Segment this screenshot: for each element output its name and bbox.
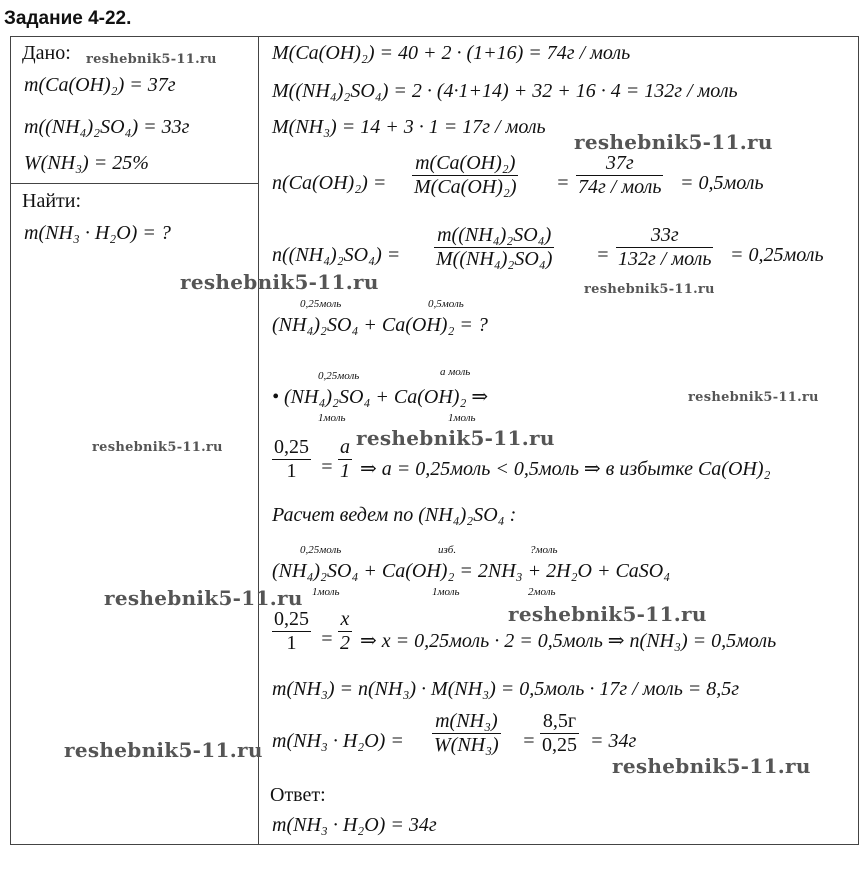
task-title: Задание 4-22. — [4, 8, 132, 29]
molar-mass-nh3: M(NH₃) = 14 + 3 · 1 = 17г / моль — [272, 116, 546, 138]
equals-sign: = — [320, 456, 334, 478]
given-mass-ammonium-sulfate: m((NH₄)₂SO₄) = 33г — [24, 116, 190, 138]
mass-hydrate-fraction — [432, 710, 501, 757]
proportion2-right — [338, 608, 352, 655]
equals-sign: = — [596, 244, 610, 266]
reaction3-amount-a: 0,25моль — [300, 544, 342, 556]
reaction1: (NH₄)₂SO₄ + Ca(OH)₂ = ? — [272, 314, 488, 336]
fraction-numerator: 0,25 — [274, 436, 309, 458]
reaction2-amount-a: 0,25моль — [318, 370, 360, 382]
reaction1-amount-b: 0,5моль — [428, 298, 464, 310]
mass-nh3-calc: m(NH₃) = n(NH₃) · M(NH₃) = 0,5моль · 17г / моль = 8,5г — [272, 678, 740, 700]
reaction3-unknown: ?моль — [530, 544, 558, 556]
fraction-denominator: 0,25 — [542, 734, 577, 756]
mass-hydrate-result: = 34г — [590, 730, 637, 752]
watermark: reshebnik5-11.ru — [508, 602, 707, 626]
amount-ammonium-sulfate-lhs: n((NH₄)₂SO₄) = — [272, 244, 401, 266]
fraction-numerator: a — [340, 436, 350, 458]
equals-sign: = — [320, 628, 334, 650]
proportion2-conclusion: ⇒ x = 0,25моль · 2 = 0,5моль ⇒ n(NH₃) = 0,5моль — [360, 630, 777, 652]
watermark: reshebnik5-11.ru — [64, 738, 263, 762]
calculation-basis: Расчет ведем по (NH₄)₂SO₄ : — [272, 504, 517, 526]
fraction-numerator: x — [338, 608, 352, 632]
amount-caoh2-result: = 0,5моль — [680, 172, 764, 194]
fraction-numerator: m(Ca(OH)₂) — [412, 152, 518, 176]
amount-caoh2-values — [576, 152, 663, 199]
amount-caoh2-fraction — [412, 152, 518, 199]
find-label: Найти: — [22, 190, 82, 212]
watermark: reshebnik5-11.ru — [688, 390, 819, 405]
fraction-numerator: m(NH₃) — [432, 710, 501, 734]
reaction2-coef-b: 1моль — [448, 412, 476, 424]
amount-ammonium-sulfate-fraction — [434, 224, 554, 271]
watermark: reshebnik5-11.ru — [86, 52, 217, 67]
fraction-numerator: 8,5г — [540, 710, 579, 734]
fraction-denominator: 74г / моль — [578, 176, 662, 198]
answer-label: Ответ: — [270, 784, 326, 806]
fraction-numerator: 33г — [616, 224, 713, 248]
reaction2-coef-a: 1моль — [318, 412, 346, 424]
reaction1-amount-a: 0,25моль — [300, 298, 342, 310]
given-label: Дано: — [22, 42, 71, 64]
mass-hydrate-lhs: m(NH₃ · H₂O) = — [272, 730, 404, 752]
watermark: reshebnik5-11.ru — [104, 586, 303, 610]
fraction-denominator: 132г / моль — [618, 248, 712, 270]
watermark: reshebnik5-11.ru — [92, 440, 223, 455]
fraction-denominator: 1 — [286, 632, 297, 654]
given-mass-caoh2: m(Ca(OH)₂) = 37г — [24, 74, 176, 96]
amount-caoh2-lhs: n(Ca(OH)₂) = — [272, 172, 387, 194]
amount-ammonium-sulfate-result: = 0,25моль — [730, 244, 824, 266]
watermark: reshebnik5-11.ru — [612, 754, 811, 778]
mass-hydrate-values — [540, 710, 579, 757]
reaction3-coef-b: 1моль — [432, 586, 460, 598]
proportion1-right — [338, 436, 352, 483]
fraction-denominator: M(Ca(OH)₂) — [414, 176, 517, 198]
column-divider — [258, 36, 259, 845]
watermark: reshebnik5-11.ru — [180, 270, 379, 294]
molar-mass-ammonium-sulfate: M((NH₄)₂SO₄) = 2 · (4·1+14) + 32 + 16 · 4 = 132г / моль — [272, 80, 738, 102]
answer-value: m(NH₃ · H₂O) = 34г — [272, 814, 437, 836]
find-expression: m(NH₃ · H₂O) = ? — [24, 222, 171, 244]
reaction3-coef-a: 1моль — [312, 586, 340, 598]
equals-sign: = — [522, 730, 536, 752]
watermark: reshebnik5-11.ru — [356, 426, 555, 450]
reaction3-excess: изб. — [438, 544, 457, 556]
fraction-denominator: M((NH₄)₂SO₄) — [436, 248, 553, 270]
molar-mass-caoh2: M(Ca(OH)₂) = 40 + 2 · (1+16) = 74г / моль — [272, 42, 631, 64]
amount-ammonium-sulfate-values — [616, 224, 713, 271]
watermark: reshebnik5-11.ru — [584, 282, 715, 297]
given-fraction-nh3: W(NH₃) = 25% — [24, 152, 149, 174]
fraction-denominator: 2 — [340, 632, 350, 654]
reaction3: (NH₄)₂SO₄ + Ca(OH)₂ = 2NH₃ + 2H₂O + CaSO₄ — [272, 560, 671, 582]
equals-sign: = — [556, 172, 570, 194]
fraction-numerator: 37г — [576, 152, 663, 176]
fraction-denominator: 1 — [340, 460, 350, 482]
reaction2: • (NH₄)₂SO₄ + Ca(OH)₂ ⇒ — [272, 386, 489, 408]
watermark: reshebnik5-11.ru — [574, 130, 773, 154]
reaction2-amount-b: а моль — [440, 366, 471, 378]
given-find-divider — [10, 183, 259, 184]
proportion2-left — [272, 608, 311, 655]
fraction-numerator: 0,25 — [274, 608, 309, 630]
reaction3-coef-c: 2моль — [528, 586, 556, 598]
fraction-numerator: m((NH₄)₂SO₄) — [434, 224, 554, 248]
fraction-denominator: W(NH₃) — [434, 734, 499, 756]
proportion1-conclusion: ⇒ a = 0,25моль < 0,5моль ⇒ в избытке Ca(OH)₂ — [360, 458, 771, 480]
proportion1-left — [272, 436, 311, 483]
fraction-denominator: 1 — [286, 460, 297, 482]
